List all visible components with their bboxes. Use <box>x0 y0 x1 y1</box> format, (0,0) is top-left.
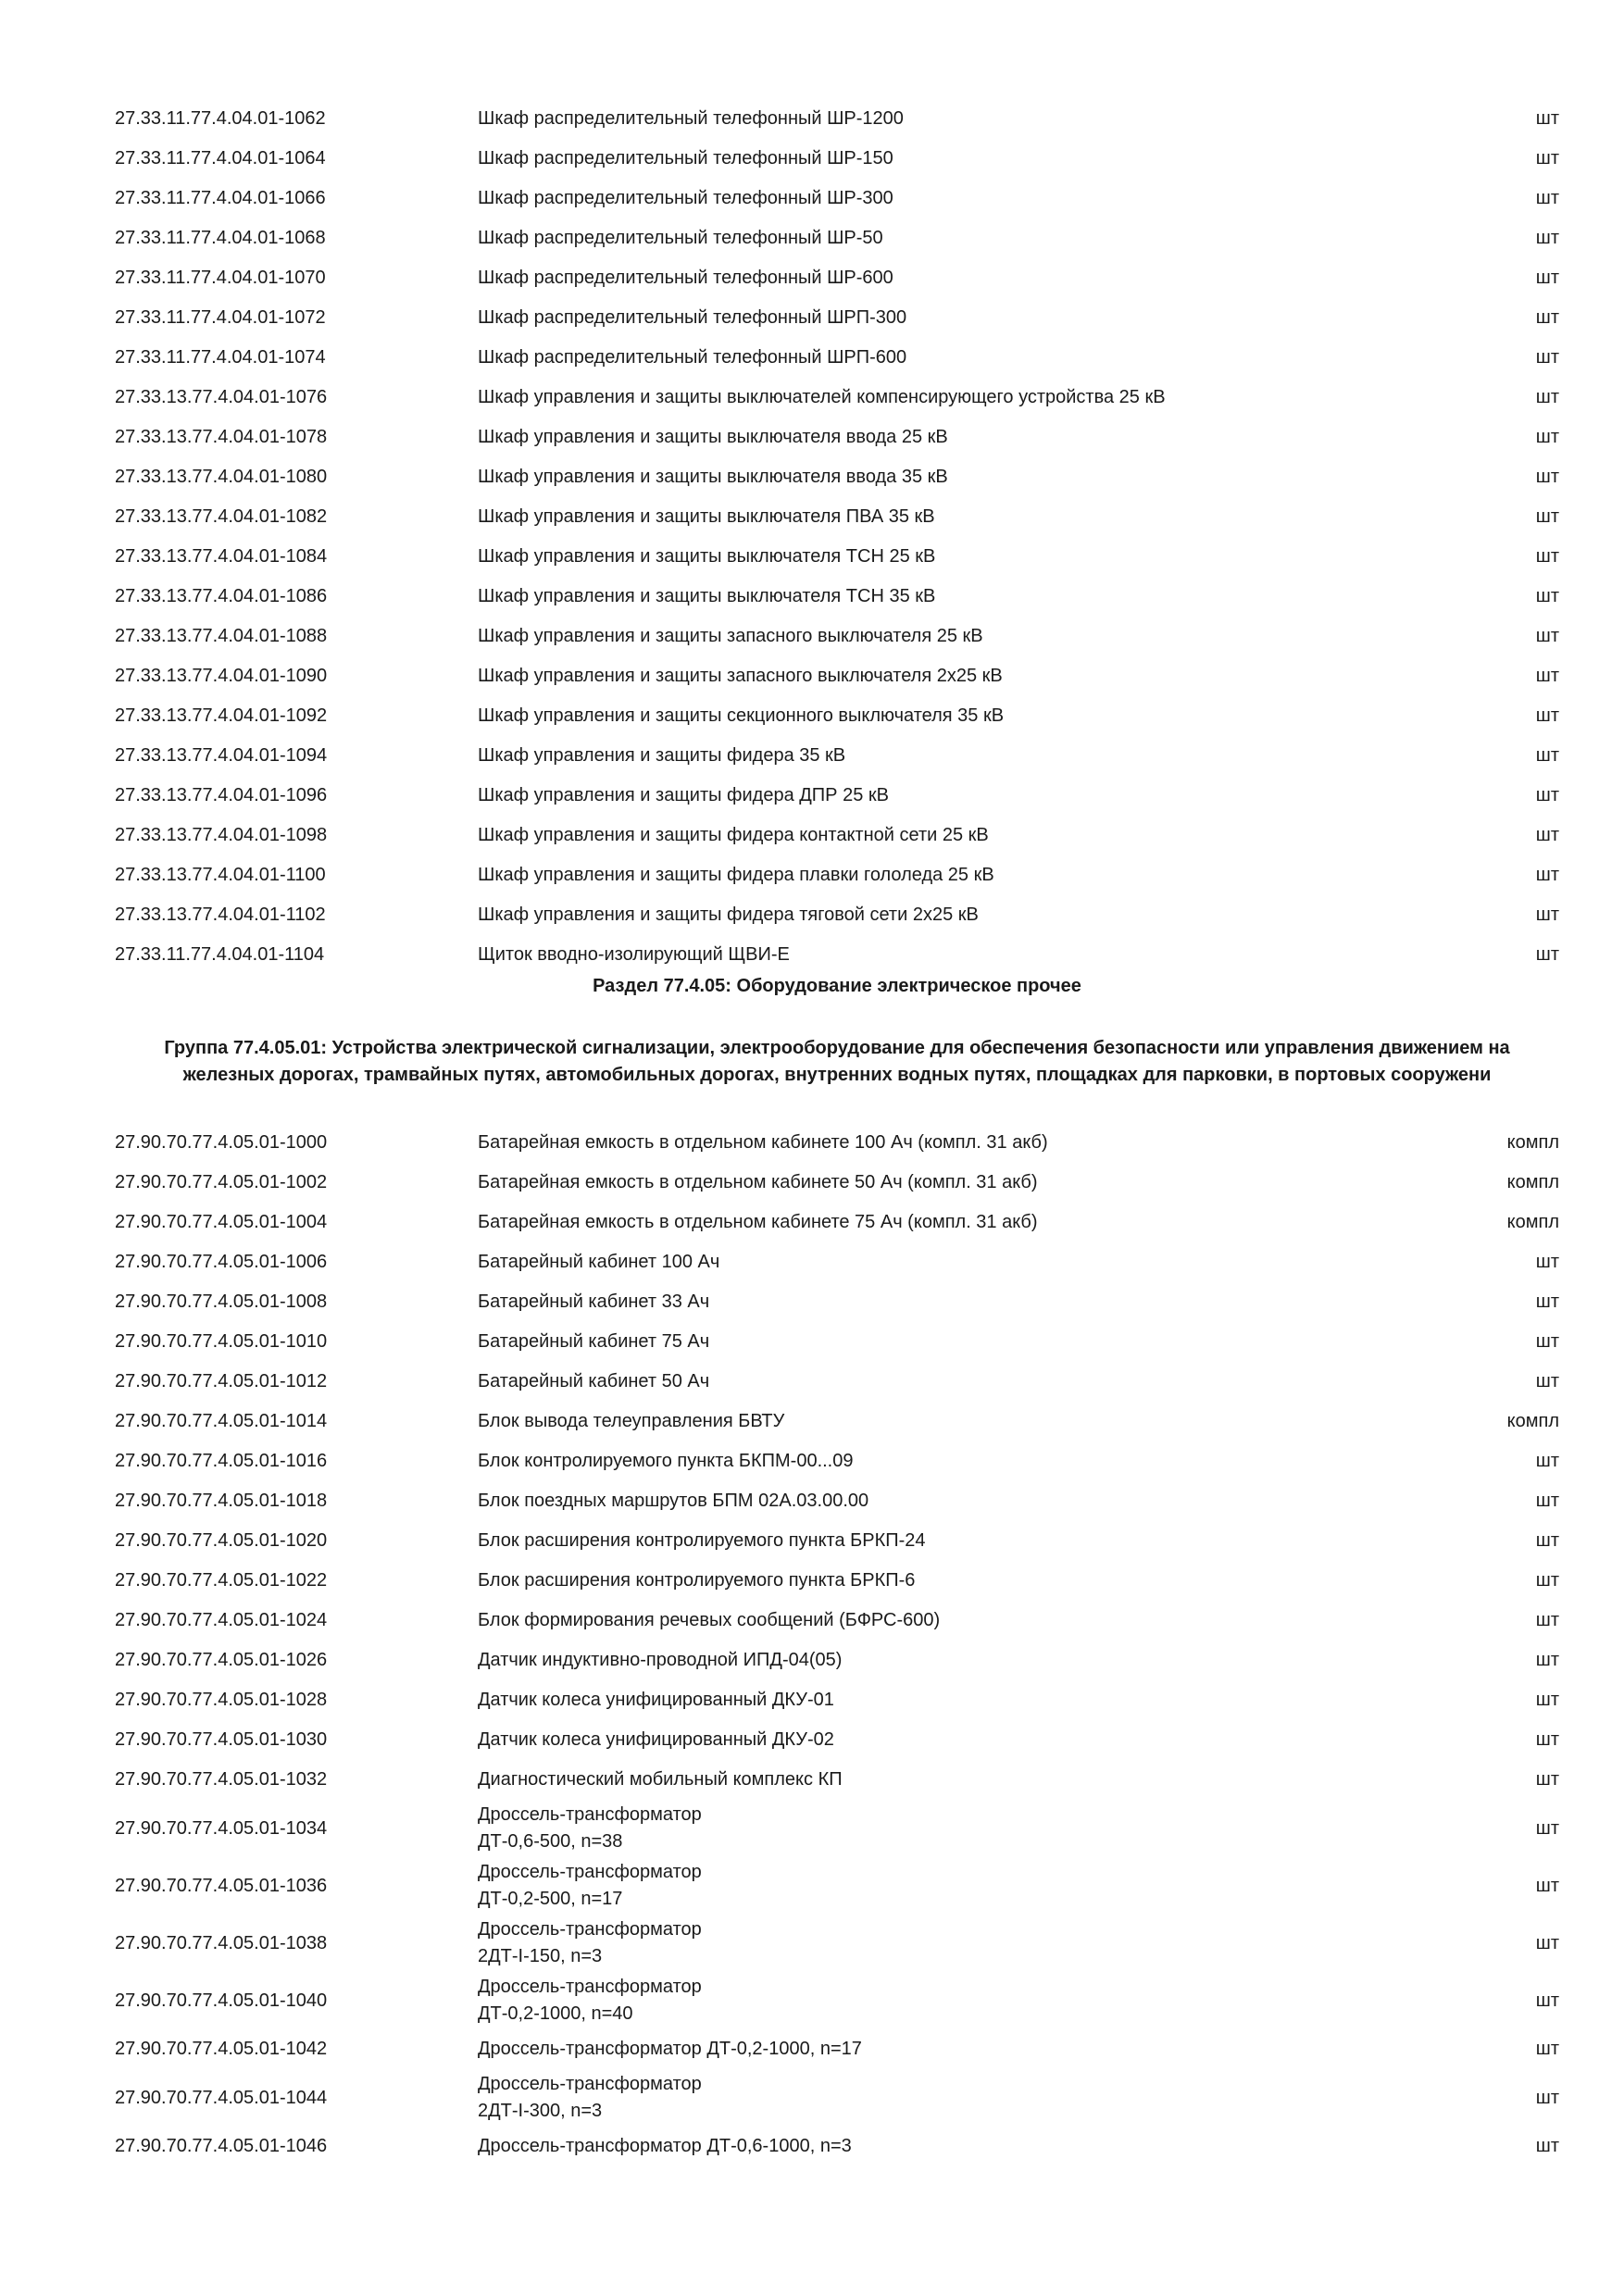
row-name: Шкаф распределительный телефонный ШР-300 <box>478 188 893 208</box>
row-unit: компл <box>1506 1132 1559 1153</box>
row-unit: шт <box>1535 1252 1559 1272</box>
row-unit: шт <box>1535 347 1559 368</box>
row-name <box>478 1802 702 1855</box>
table-row <box>115 218 1559 258</box>
row-code: 27.90.70.77.4.05.01-1040 <box>115 1990 328 2011</box>
row-name: Блок формирования речевых сообщений (БФРС-600) <box>478 1610 941 1630</box>
row-name-line-1: Дроссель-трансформатор <box>478 1804 702 1825</box>
row-name: Шкаф управления и защиты выключателя ввода 25 кВ <box>478 427 948 447</box>
row-code: 27.90.70.77.4.05.01-1016 <box>115 1451 328 1471</box>
row-unit: шт <box>1535 586 1559 606</box>
row-unit: шт <box>1535 1818 1559 1839</box>
row-unit: шт <box>1535 1491 1559 1511</box>
row-unit: шт <box>1535 1769 1559 1790</box>
row-name: Шкаф управления и защиты фидера тяговой сети 2х25 кВ <box>478 905 979 925</box>
row-code: 27.33.11.77.4.04.01-1068 <box>115 228 326 248</box>
table-row <box>115 1481 1559 1521</box>
row-name: Батарейный кабинет 50 Ач <box>478 1371 710 1391</box>
row-code: 27.90.70.77.4.05.01-1028 <box>115 1690 328 1710</box>
row-name: Шкаф управления и защиты фидера ДПР 25 кВ <box>478 785 889 805</box>
row-code: 27.33.11.77.4.04.01-1072 <box>115 307 326 328</box>
row-name-line-1: Дроссель-трансформатор <box>478 1977 702 1997</box>
table-row <box>115 418 1559 457</box>
row-code: 27.33.11.77.4.04.01-1062 <box>115 108 326 129</box>
row-unit: шт <box>1535 2039 1559 2059</box>
table-row <box>115 1402 1559 1441</box>
row-name-line-1: Дроссель-трансформатор <box>478 1919 702 1940</box>
row-name: Шкаф управления и защиты запасного выключателя 2х25 кВ <box>478 666 1003 686</box>
table-group-77-4-05-01 <box>115 1123 1559 2166</box>
row-unit: шт <box>1535 2136 1559 2156</box>
group-title-line-1: Группа 77.4.05.01: Устройства электрической сигнализации, электрооборудование для обеспечения безопасности или управления движением на <box>164 1038 1510 1058</box>
row-name: Блок расширения контролируемого пункта БРКП-6 <box>478 1570 916 1591</box>
table-row <box>115 776 1559 816</box>
row-code: 27.90.70.77.4.05.01-1018 <box>115 1491 328 1511</box>
table-row <box>115 1857 1559 1915</box>
row-name: Блок вывода телеуправления БВТУ <box>478 1411 785 1431</box>
table-row <box>115 2127 1559 2166</box>
row-unit: шт <box>1535 307 1559 328</box>
row-code: 27.90.70.77.4.05.01-1004 <box>115 1212 328 1232</box>
row-name-line-1: Дроссель-трансформатор <box>478 2074 702 2094</box>
row-name: Шкаф распределительный телефонный ШРП-300 <box>478 307 907 328</box>
table-row <box>115 895 1559 935</box>
row-unit: шт <box>1535 427 1559 447</box>
row-name: Шкаф управления и защиты выключателя ввода 35 кВ <box>478 467 948 487</box>
row-name: Блок контролируемого пункта БКПМ-00...09 <box>478 1451 854 1471</box>
row-unit: шт <box>1535 1876 1559 1896</box>
row-name-line-2: ДТ-0,6-500, n=38 <box>478 1831 623 1852</box>
row-unit: шт <box>1535 905 1559 925</box>
row-name: Диагностический мобильный комплекс КП <box>478 1769 843 1790</box>
row-name <box>478 2071 702 2125</box>
row-unit: шт <box>1535 467 1559 487</box>
table-row <box>115 258 1559 298</box>
row-unit: шт <box>1535 268 1559 288</box>
row-unit: шт <box>1535 825 1559 845</box>
row-code: 27.90.70.77.4.05.01-1006 <box>115 1252 328 1272</box>
table-row <box>115 2029 1559 2069</box>
row-code: 27.90.70.77.4.05.01-1032 <box>115 1769 328 1790</box>
row-code: 27.33.11.77.4.04.01-1070 <box>115 268 326 288</box>
row-name-line-2: ДТ-0,2-1000, n=40 <box>478 2003 633 2024</box>
row-code: 27.90.70.77.4.05.01-1002 <box>115 1172 328 1192</box>
table-row <box>115 1362 1559 1402</box>
table-row <box>115 1242 1559 1282</box>
row-name: Батарейный кабинет 75 Ач <box>478 1331 710 1352</box>
row-unit: шт <box>1535 626 1559 646</box>
row-name: Датчик колеса унифицированный ДКУ-01 <box>478 1690 834 1710</box>
table-row <box>115 338 1559 378</box>
row-unit: шт <box>1535 188 1559 208</box>
row-unit: шт <box>1535 1990 1559 2011</box>
table-row <box>115 497 1559 537</box>
table-row <box>115 816 1559 855</box>
row-name: Дроссель-трансформатор ДТ-0,2-1000, n=17 <box>478 2039 862 2059</box>
row-code: 27.33.11.77.4.04.01-1074 <box>115 347 326 368</box>
table-row <box>115 656 1559 696</box>
row-name: Шкаф управления и защиты фидера 35 кВ <box>478 745 846 766</box>
row-code: 27.33.13.77.4.04.01-1086 <box>115 586 328 606</box>
table-row <box>115 1641 1559 1680</box>
row-name: Шкаф распределительный телефонный ШРП-600 <box>478 347 907 368</box>
table-row <box>115 935 1559 975</box>
row-name: Шкаф управления и защиты запасного выключателя 25 кВ <box>478 626 983 646</box>
row-name: Шкаф управления и защиты выключателя ТСН 35 кВ <box>478 586 936 606</box>
table-row <box>115 1601 1559 1641</box>
row-unit: компл <box>1506 1172 1559 1192</box>
row-name: Блок расширения контролируемого пункта БРКП-24 <box>478 1530 926 1551</box>
row-name: Шкаф распределительный телефонный ШР-600 <box>478 268 893 288</box>
row-code: 27.33.13.77.4.04.01-1096 <box>115 785 328 805</box>
row-name: Шкаф управления и защиты фидера плавки гололеда 25 кВ <box>478 865 994 885</box>
row-name: Щиток вводно-изолирующий ЩВИ-Е <box>478 944 790 965</box>
row-code: 27.90.70.77.4.05.01-1030 <box>115 1729 328 1750</box>
row-code: 27.90.70.77.4.05.01-1034 <box>115 1818 328 1839</box>
row-name: Шкаф управления и защиты секционного выключателя 35 кВ <box>478 705 1005 726</box>
row-code: 27.90.70.77.4.05.01-1012 <box>115 1371 328 1391</box>
row-name: Шкаф распределительный телефонный ШР-50 <box>478 228 883 248</box>
row-name <box>478 1974 702 2028</box>
row-code: 27.90.70.77.4.05.01-1010 <box>115 1331 328 1352</box>
table-row <box>115 2069 1559 2127</box>
row-name-line-2: ДТ-0,2-500, n=17 <box>478 1889 623 1909</box>
row-name-line-2: 2ДТ-I-150, n=3 <box>478 1946 603 1966</box>
row-unit: шт <box>1535 228 1559 248</box>
table-row <box>115 1680 1559 1720</box>
table-row <box>115 1123 1559 1163</box>
row-unit: компл <box>1506 1212 1559 1232</box>
section-title: Раздел 77.4.05: Оборудование электрическое прочее <box>593 976 1081 996</box>
row-name <box>478 1916 702 1970</box>
row-unit: компл <box>1506 1411 1559 1431</box>
row-unit: шт <box>1535 1451 1559 1471</box>
table-row <box>115 1441 1559 1481</box>
row-code: 27.90.70.77.4.05.01-1026 <box>115 1650 328 1670</box>
table-row <box>115 736 1559 776</box>
table-row <box>115 1972 1559 2029</box>
row-name: Батарейная емкость в отдельном кабинете 50 Ач (компл. 31 акб) <box>478 1172 1038 1192</box>
table-row <box>115 537 1559 577</box>
row-unit: шт <box>1535 1570 1559 1591</box>
group-title-line-2: железных дорогах, трамвайных путях, автомобильных дорогах, внутренних водных путях, площадках для парковки, в портовых сооружени <box>182 1065 1492 1085</box>
row-name: Шкаф распределительный телефонный ШР-150 <box>478 148 893 168</box>
row-code: 27.90.70.77.4.05.01-1014 <box>115 1411 328 1431</box>
row-name-line-2: 2ДТ-I-300, n=3 <box>478 2101 603 2121</box>
row-unit: шт <box>1535 1729 1559 1750</box>
table-row <box>115 1203 1559 1242</box>
row-code: 27.90.70.77.4.05.01-1022 <box>115 1570 328 1591</box>
row-code: 27.33.13.77.4.04.01-1084 <box>115 546 328 567</box>
row-name: Шкаф управления и защиты фидера контактной сети 25 кВ <box>478 825 989 845</box>
row-code: 27.33.13.77.4.04.01-1098 <box>115 825 328 845</box>
group-title <box>115 1035 1559 1089</box>
table-row <box>115 696 1559 736</box>
row-name: Датчик индуктивно-проводной ИПД-04(05) <box>478 1650 843 1670</box>
row-code: 27.33.13.77.4.04.01-1078 <box>115 427 328 447</box>
row-unit: шт <box>1535 1610 1559 1630</box>
table-row <box>115 99 1559 139</box>
row-unit: шт <box>1535 666 1559 686</box>
row-code: 27.33.13.77.4.04.01-1082 <box>115 506 328 527</box>
row-name: Блок поездных маршрутов БПМ 02А.03.00.00 <box>478 1491 869 1511</box>
row-code: 27.90.70.77.4.05.01-1000 <box>115 1132 328 1153</box>
row-code: 27.33.13.77.4.04.01-1100 <box>115 865 326 885</box>
row-name: Шкаф управления и защиты выключателя ТСН 25 кВ <box>478 546 936 567</box>
row-unit: шт <box>1535 944 1559 965</box>
row-name: Датчик колеса унифицированный ДКУ-02 <box>478 1729 834 1750</box>
row-name: Шкаф распределительный телефонный ШР-1200 <box>478 108 904 129</box>
table-row <box>115 1521 1559 1561</box>
row-code: 27.33.11.77.4.04.01-1066 <box>115 188 326 208</box>
row-code: 27.90.70.77.4.05.01-1046 <box>115 2136 328 2156</box>
row-code: 27.33.13.77.4.04.01-1090 <box>115 666 328 686</box>
row-code: 27.33.11.77.4.04.01-1064 <box>115 148 326 168</box>
table-row <box>115 1915 1559 1972</box>
row-unit: шт <box>1535 1530 1559 1551</box>
row-code: 27.33.13.77.4.04.01-1076 <box>115 387 328 407</box>
table-row <box>115 577 1559 617</box>
row-unit: шт <box>1535 546 1559 567</box>
table-row <box>115 617 1559 656</box>
row-unit: шт <box>1535 506 1559 527</box>
row-code: 27.33.13.77.4.04.01-1102 <box>115 905 326 925</box>
row-code: 27.90.70.77.4.05.01-1008 <box>115 1292 328 1312</box>
row-name: Батарейная емкость в отдельном кабинете 75 Ач (компл. 31 акб) <box>478 1212 1038 1232</box>
row-code: 27.90.70.77.4.05.01-1038 <box>115 1933 328 1953</box>
row-unit: шт <box>1535 1690 1559 1710</box>
row-code: 27.33.13.77.4.04.01-1080 <box>115 467 328 487</box>
row-name: Батарейный кабинет 100 Ач <box>478 1252 720 1272</box>
row-code: 27.33.11.77.4.04.01-1104 <box>115 944 325 965</box>
row-unit: шт <box>1535 1650 1559 1670</box>
row-unit: шт <box>1535 1292 1559 1312</box>
row-code: 27.90.70.77.4.05.01-1042 <box>115 2039 328 2059</box>
table-row <box>115 1760 1559 1800</box>
row-name-line-1: Дроссель-трансформатор <box>478 1862 702 1882</box>
row-name: Шкаф управления и защиты выключателя ПВА 35 кВ <box>478 506 935 527</box>
row-unit: шт <box>1535 1371 1559 1391</box>
table-row <box>115 378 1559 418</box>
row-unit: шт <box>1535 108 1559 129</box>
table-section-77-4-04 <box>115 99 1559 975</box>
row-code: 27.33.13.77.4.04.01-1088 <box>115 626 328 646</box>
row-unit: шт <box>1535 1331 1559 1352</box>
row-code: 27.90.70.77.4.05.01-1036 <box>115 1876 328 1896</box>
table-row <box>115 298 1559 338</box>
table-row <box>115 1800 1559 1857</box>
row-code: 27.90.70.77.4.05.01-1020 <box>115 1530 328 1551</box>
row-code: 27.90.70.77.4.05.01-1024 <box>115 1610 328 1630</box>
table-row <box>115 1322 1559 1362</box>
row-name: Батарейный кабинет 33 Ач <box>478 1292 710 1312</box>
table-row <box>115 457 1559 497</box>
table-row <box>115 1163 1559 1203</box>
row-name: Шкаф управления и защиты выключателей компенсирующего устройства 25 кВ <box>478 387 1166 407</box>
table-row <box>115 1282 1559 1322</box>
row-unit: шт <box>1535 1933 1559 1953</box>
row-code: 27.90.70.77.4.05.01-1044 <box>115 2088 328 2108</box>
row-unit: шт <box>1535 387 1559 407</box>
row-name <box>478 1859 702 1913</box>
table-row <box>115 1561 1559 1601</box>
row-unit: шт <box>1535 148 1559 168</box>
table-row <box>115 1720 1559 1760</box>
row-unit: шт <box>1535 705 1559 726</box>
row-unit: шт <box>1535 745 1559 766</box>
row-unit: шт <box>1535 2088 1559 2108</box>
row-code: 27.33.13.77.4.04.01-1092 <box>115 705 328 726</box>
table-row <box>115 179 1559 218</box>
row-code: 27.33.13.77.4.04.01-1094 <box>115 745 328 766</box>
row-unit: шт <box>1535 785 1559 805</box>
row-name: Дроссель-трансформатор ДТ-0,6-1000, n=3 <box>478 2136 852 2156</box>
row-unit: шт <box>1535 865 1559 885</box>
row-name: Батарейная емкость в отдельном кабинете 100 Ач (компл. 31 акб) <box>478 1132 1048 1153</box>
table-row <box>115 139 1559 179</box>
table-row <box>115 855 1559 895</box>
